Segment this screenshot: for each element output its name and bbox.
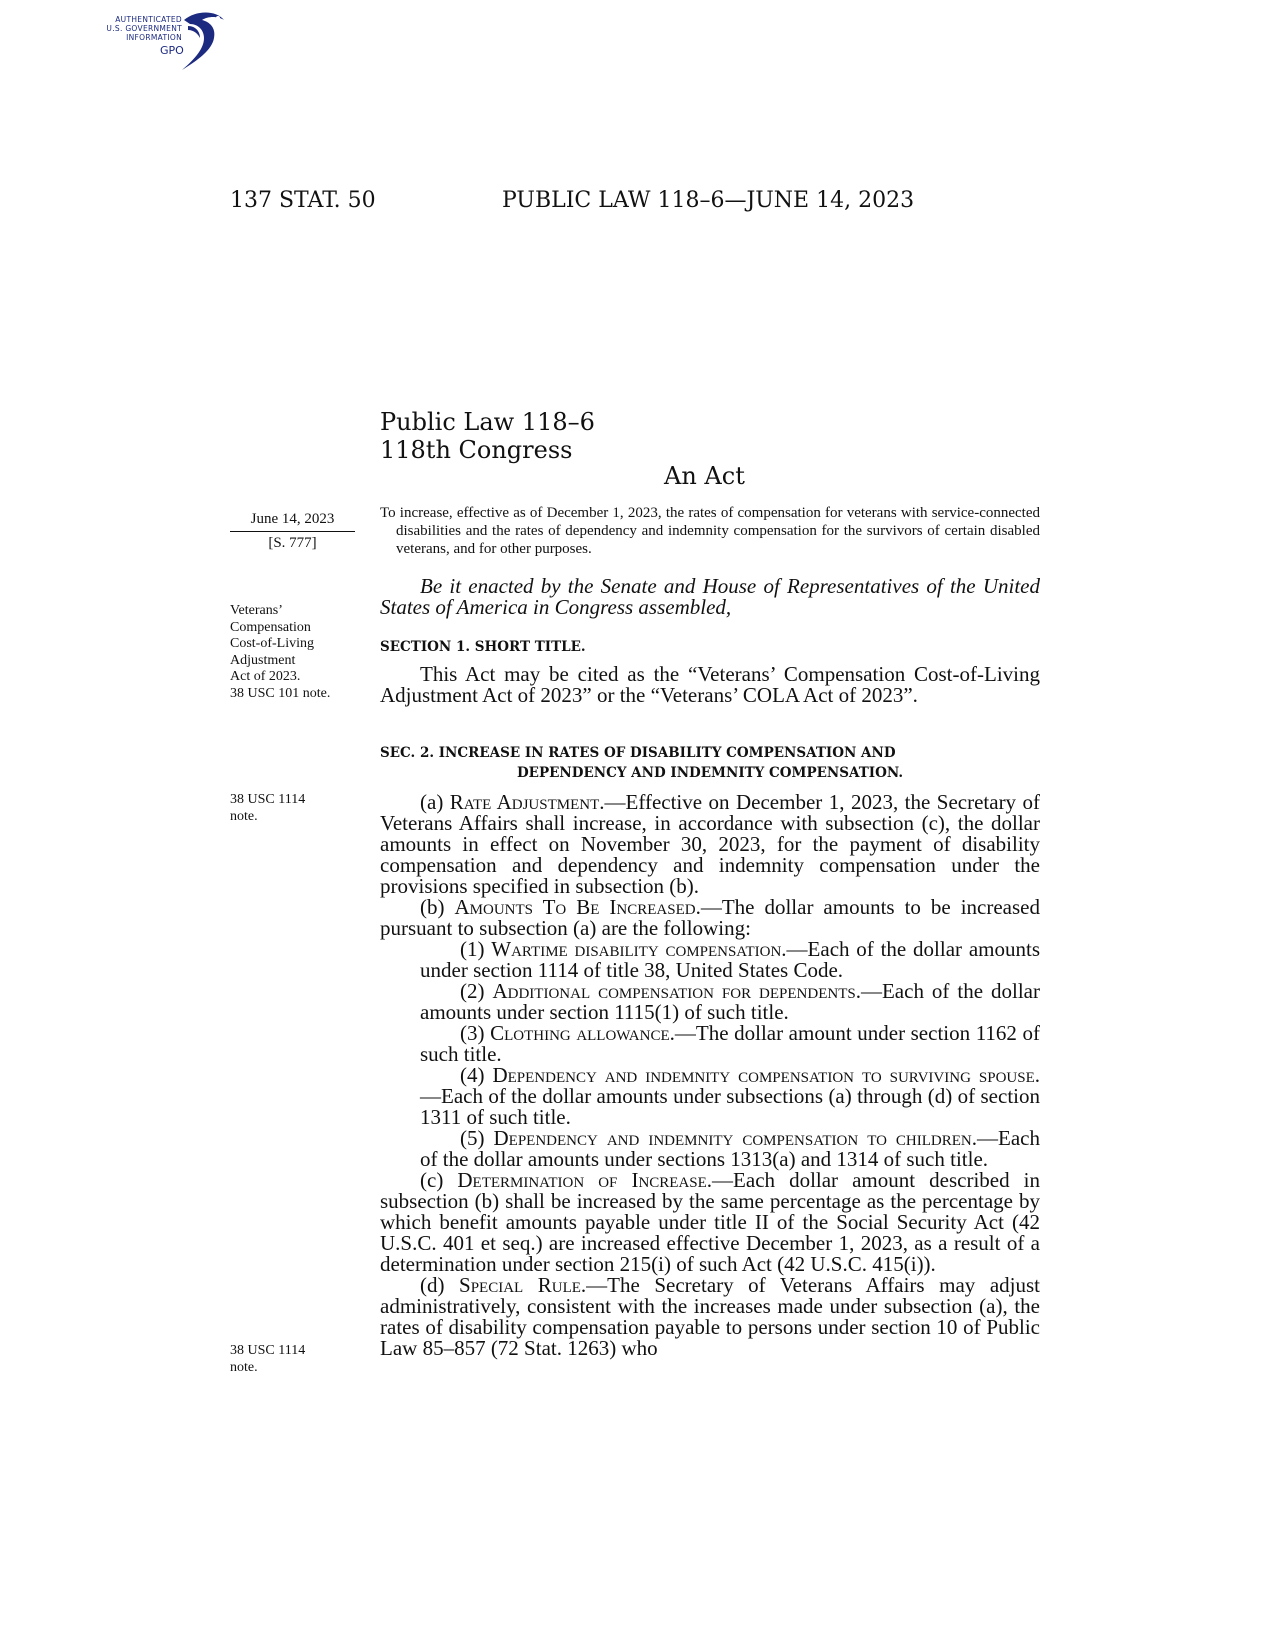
margin-note-line: Veterans’ — [230, 603, 283, 618]
subsection-d — [380, 1275, 1040, 1359]
margin-note-line: note. — [230, 1359, 258, 1375]
margin-note-line: Compensation — [230, 619, 311, 635]
subsection-text: .—The dollar amounts to be increased pursuant to subsection (a) are the following: — [380, 895, 1040, 940]
seal-gpo-mark: GPO — [160, 44, 184, 57]
subsection-label: (a) — [420, 790, 450, 814]
gpo-authentication-seal — [88, 8, 238, 74]
subsection-b — [380, 897, 1040, 939]
subsection-c — [380, 1170, 1040, 1275]
paragraph-text: .—Each of the dollar amounts under subsections (a) through (d) of section 1311 of such title. — [420, 1063, 1040, 1129]
subsection-text: .—Effective on December 1, 2023, the Secretary of Veterans Affairs shall increase, in accordance with subsection (c), the dollar amounts in effect on November 30, 2023, for the payment of disability compensation and dependency and indemnity compensation under the provisions specified in subsection (b). — [380, 790, 1041, 898]
paragraph-caption: Wartime disability compensation — [491, 937, 782, 961]
margin-note-short-title — [230, 603, 372, 702]
paragraph-caption: Dependency and indemnity compensation to surviving spouse — [492, 1063, 1035, 1087]
subsection-text: .—Each dollar amount described in subsection (b) shall be increased by the same percentage as the percentage by which benefit amounts payable under title II of the Social Security Act (42 U.S.C. 401 et seq.) are increased effective December 1, 2023, as a result of a determination under section 215(i) of such Act (42 U.S.C. 415(i)). — [380, 1168, 1040, 1276]
section-2-heading-line-2: DEPENDENCY AND INDEMNITY COMPENSATION. — [516, 765, 904, 781]
purpose-text: To increase, effective as of December 1, 2023, the rates of compensation for veterans with service-connected disabilities and the rates of dependency and indemnity compensation for the survivors of certain disabled veterans, and for other purposes. — [380, 505, 1040, 557]
margin-note-line: Act of 2023. — [230, 669, 301, 684]
seal-line-3: INFORMATION — [126, 33, 182, 42]
running-head-title: PUBLIC LAW 118–6—JUNE 14, 2023 — [502, 188, 915, 213]
section-1-heading: SECTION 1. SHORT TITLE. — [380, 639, 586, 655]
paragraph-label: (5) — [460, 1126, 494, 1150]
enacting-clause — [380, 576, 1040, 618]
paragraph-item — [380, 1023, 1040, 1065]
subsection-caption: Special Rule — [459, 1273, 581, 1297]
subsection-label: (d) — [420, 1273, 460, 1297]
paragraph-text: .—Each of the dollar amounts under sections 1313(a) and 1314 of such title. — [420, 1126, 1040, 1171]
subsection-a — [380, 792, 1040, 897]
bill-number: [S. 777] — [268, 535, 317, 551]
paragraph-caption: Additional compensation for dependents — [492, 979, 856, 1003]
section-2-heading-line-1: SEC. 2. INCREASE IN RATES OF DISABILITY COMPENSATION AND — [380, 745, 896, 761]
margin-note-usc-a — [230, 792, 372, 825]
section-2-heading — [380, 743, 1040, 783]
paragraph-item — [380, 939, 1040, 981]
subsection-text: .—The Secretary of Veterans Affairs may adjust administratively, consistent with the increases made under subsection (a), the rates of disability compensation payable to persons under section 10 of Public Law 85–857 (72 Stat. 1263) who — [380, 1273, 1040, 1360]
subsection-caption: Amounts To Be Increased — [454, 895, 696, 919]
paragraph-text: .—Each of the dollar amounts under section 1115(1) of such title. — [420, 979, 1040, 1024]
paragraph-item — [380, 1065, 1040, 1128]
seal-line-2: U.S. GOVERNMENT — [106, 24, 182, 33]
margin-note-line: Adjustment — [230, 652, 296, 668]
public-law-number: Public Law 118–6 — [380, 408, 595, 436]
seal-line-1: AUTHENTICATED — [115, 15, 182, 24]
enacting-clause-text: Be it enacted by the Senate and House of Representatives of the United States of America in Congress assembled, — [380, 574, 1040, 619]
margin-note-line: 38 USC 101 note. — [230, 685, 331, 701]
paragraph-text: .—The dollar amount under section 1162 of such title. — [420, 1021, 1040, 1066]
paragraph-text: .—Each of the dollar amounts under section 1114 of title 38, United States Code. — [420, 937, 1040, 982]
margin-note-line: Cost-of-Living — [230, 636, 314, 651]
paragraph-label: (1) — [460, 937, 492, 961]
enactment-date: June 14, 2023 — [230, 511, 355, 532]
congress-number: 118th Congress — [380, 436, 573, 464]
margin-note-line: 38 USC 1114 — [230, 1343, 306, 1358]
stat-page-reference: 137 STAT. 50 — [230, 188, 376, 213]
subsection-label: (c) — [420, 1168, 458, 1192]
margin-note-line: 38 USC 1114 — [230, 792, 306, 807]
paragraph-item — [380, 981, 1040, 1023]
margin-note-usc-d — [230, 1343, 372, 1376]
paragraph-caption: Dependency and indemnity compensation to children — [493, 1126, 972, 1150]
margin-note-line: note. — [230, 808, 258, 824]
subsection-label: (b) — [420, 895, 455, 919]
paragraph-label: (2) — [460, 979, 493, 1003]
subsection-caption: Determination of Increase — [457, 1168, 707, 1192]
section-1-body — [380, 664, 1040, 706]
paragraph-item — [380, 1128, 1040, 1170]
an-act-heading: An Act — [664, 462, 745, 490]
enactment-date-box — [230, 511, 355, 552]
eagle-icon — [174, 8, 236, 74]
section-2-body — [380, 792, 1040, 1359]
subsection-caption: Rate Adjustment — [449, 790, 600, 814]
paragraph-caption: Clothing allowance — [490, 1021, 670, 1045]
paragraph-label: (4) — [460, 1063, 493, 1087]
paragraph-label: (3) — [460, 1021, 491, 1045]
act-purpose — [380, 504, 1040, 558]
law-title-block — [380, 408, 595, 464]
short-title-text: This Act may be cited as the “Veterans’ Compensation Cost-of-Living Adjustment Act of 2023” or the “Veterans’ COLA Act of 2023”. — [380, 662, 1040, 707]
